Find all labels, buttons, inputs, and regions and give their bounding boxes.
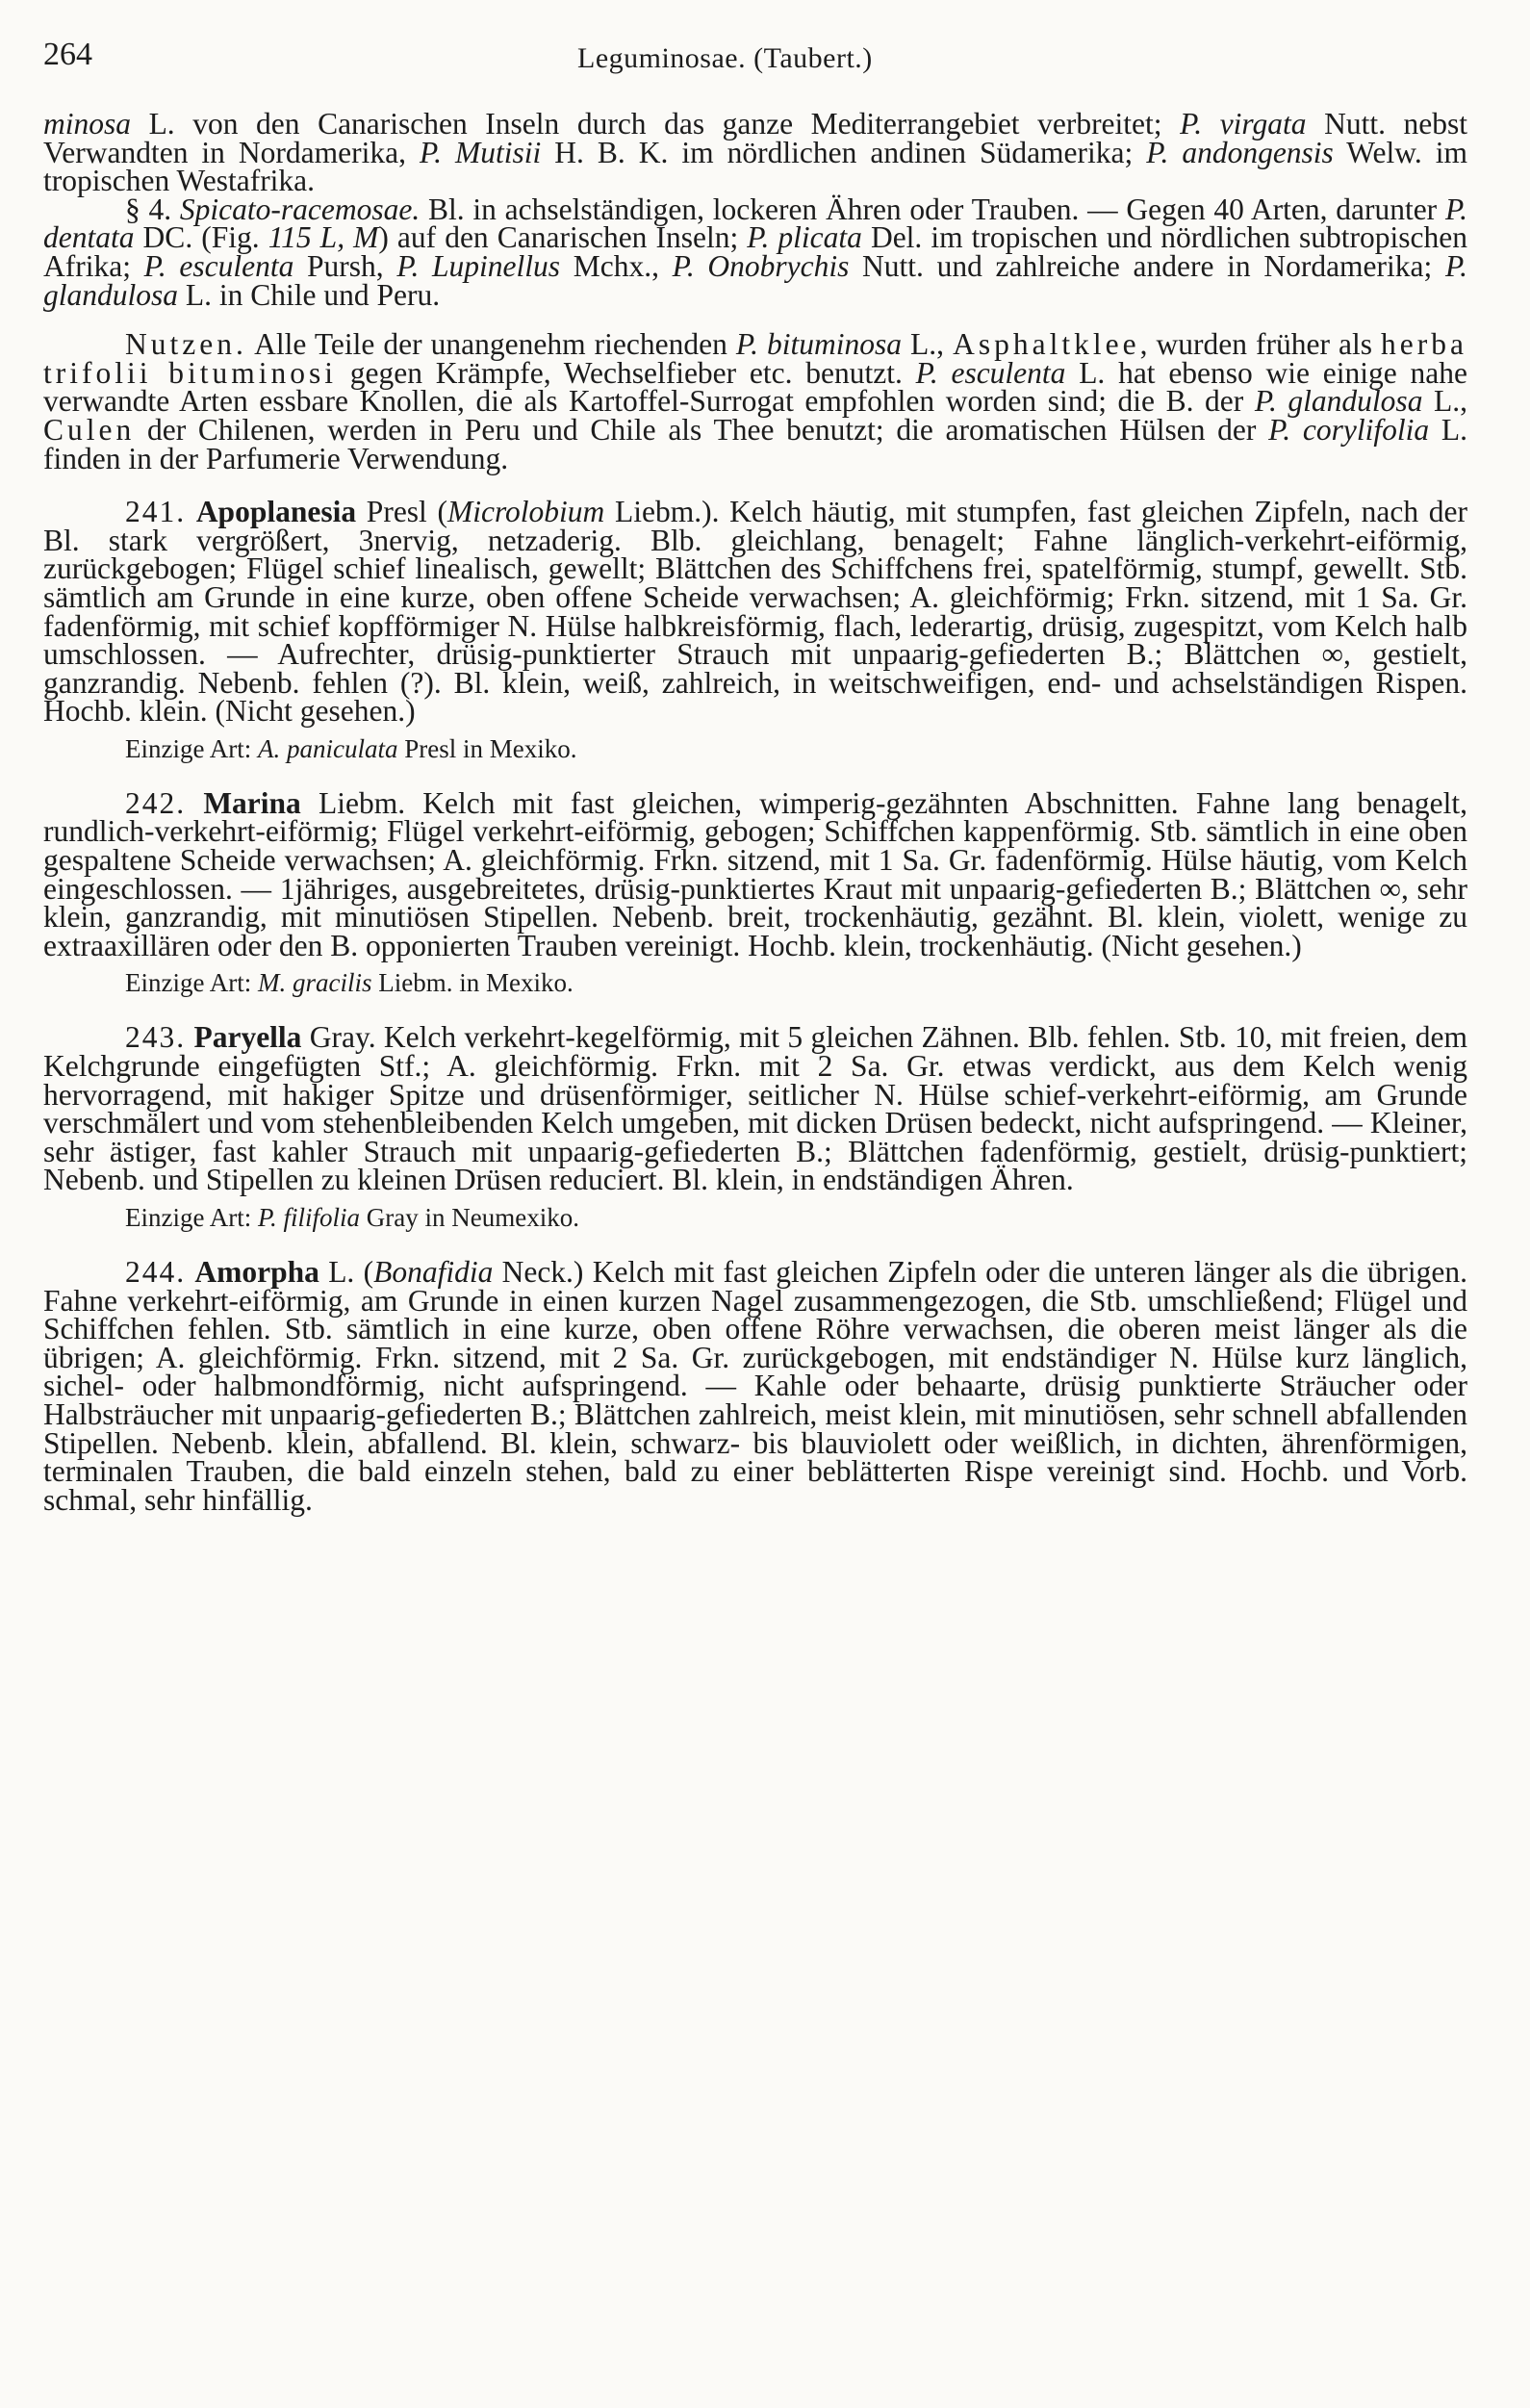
paragraph-section-spicato-racemosae: § 4. Spicato-racemosae. Bl. in achselständigen, lockeren Ähren oder Trauben. — Gegen 40 Arten, darunter P. dentata DC. (Fig. 115 L, M) auf den Canarischen Inseln; P. plicata Del. im tropischen und nördlichen subtropischen Afrika; P. esculenta Pursh, P. Lupinellus Mchx., P. Onobrychis Nutt. und zahlreiche andere in Nordamerika; P. glandulosa L. in Chile und Peru. [43, 192, 1467, 312]
running-title: Leguminosae. (Taubert.) [577, 42, 873, 74]
genus-apoplanesia: 241. Apoplanesia Presl (Microlobium Liebm.). Kelch häutig, mit stumpfen, fast gleichen Zipfeln, nach der Bl. stark vergrößert, 3nervig, netzaderig. Blb. gleichlang, benagelt; Fahne länglich-verkehrt-eiförmig, zurückgebogen; Flügel schief linealisch, gewellt; Blättchen des Schiffchens frei, spatelförmig, stumpf, gewellt. Stb. sämtlich am Grunde in eine kurze, oben offene Scheide verwachsen; A. gleichförmig; Frkn. sitzend, mit 1 Sa. Gr. fadenförmig, mit schief kopfförmiger N. Hülse halbkreisförmig, flach, lederartig, drüsig, zugespitzt, vom Kelch halb umschlossen. — Aufrechter, drüsig-punktierter Strauch mit unpaarig-gefiederten B.; Blättchen ∞, gestielt, ganzrandig. Nebenb. fehlen (?). Bl. klein, weiß, zahlreich, in weitschweifigen, end- und achselständigen Rispen. Hochb. klein. (Nicht gesehen.) [43, 495, 1467, 729]
page-body [43, 107, 1468, 1517]
page-number: 264 [43, 37, 92, 72]
paragraph-psoralea-continuation: minosa L. von den Canarischen Inseln durch das ganze Mediterrangebiet verbreitet; P. virgata Nutt. nebst Verwandten in Nordamerika, P. Mutisii H. B. K. im nördlichen andinen Südamerika; P. andongensis Welw. im tropischen Westafrika. [43, 107, 1468, 198]
genus-amorpha: 244. Amorpha L. (Bonafidia Neck.) Kelch mit fast gleichen Zipfeln oder die unteren länger als die übrigen. Fahne verkehrt-eiförmig, am Grunde in einen kurzen Nagel zusammengezogen, die Stb. umschließend; Flügel und Schiffchen fehlen. Stb. sämtlich in eine kurze, oben offene Röhre verwachsen, die oberen meist länger als die übrigen; A. gleichförmig. Frkn. sitzend, mit 2 Sa. Gr. zurückgebogen, mit endständiger N. Hülse kurz länglich, sichel- oder halbmondförmig, nicht aufspringend. — Kahle oder behaarte, drüsig punktierte Sträucher oder Halbsträucher mit unpaarig-gefiederten B.; Blättchen zahlreich, meist klein, mit minutiösen, sehr schnell abfallenden Stipellen. Nebenb. klein, abfallend. Bl. klein, schwarz- bis blauviolett oder weißlich, in dichten, ährenförmigen, terminalen Trauben, die bald einzeln stehen, bald zu einer beblätterten Rispe vereinigt sind. Hochb. und Vorb. schmal, sehr hinfällig. [43, 1255, 1468, 1517]
genus-paryella: 243. Paryella Gray. Kelch verkehrt-kegelförmig, mit 5 gleichen Zähnen. Blb. fehlen. Stb. 10, mit freien, dem Kelchgrunde eingefügten Stf.; A. gleichförmig. Frkn. mit 2 Sa. Gr. etwas verdickt, aus dem Kelch wenig hervorragend, mit hakiger Spitze und drüsenförmiger, seitlicher N. Hülse schief-verkehrt-eiförmig, am Grunde verschmälert und vom stehenbleibenden Kelch umgeben, mit dicken Drüsen bedeckt, nicht aufspringend. — Kleiner, sehr ästiger, fast kahler Strauch mit unpaarig-gefiederten B.; Blättchen fadenförmig, gestielt, drüsig-punktiert; Nebenb. und Stipellen zu kleinen Drüsen reduciert. Bl. klein, in endständigen Ähren. [43, 1020, 1468, 1197]
note-marina-species: Einzige Art: M. gracilis Liebm. in Mexiko. [125, 968, 574, 998]
running-head [43, 29, 1467, 87]
note-apoplanesia-species: Einzige Art: A. paniculata Presl in Mexiko. [125, 733, 577, 763]
genus-marina: 242. Marina Liebm. Kelch mit fast gleichen, wimperig-gezähnten Abschnitten. Fahne lang benagelt, rundlich-verkehrt-eiförmig; Flügel verkehrt-eiförmig, gebogen; Schiffchen kappenförmig. Stb. sämtlich in eine oben gespaltene Scheide verwachsen; A. gleichförmig. Frkn. sitzend, mit 1 Sa. Gr. fadenförmig. Hülse häutig, vom Kelch eingeschlossen. — 1jähriges, ausgebreitetes, drüsig-punktiertes Kraut mit unpaarig-gefiederten B.; Blättchen ∞, sehr klein, ganzrandig, mit minutiösen Stipellen. Nebenb. breit, trockenhäutig, gezähnt. Bl. klein, violett, wenige zu extraaxillären oder den B. opponierten Trauben vereinigt. Hochb. klein, trockenhäutig. (Nicht gesehen.) [43, 785, 1467, 962]
paragraph-nutzen: Nutzen. Alle Teile der unangenehm riechenden P. bituminosa L., Asphaltklee, wurden früher als herba trifolii bituminosi gegen Krämpfe, Wechselfieber etc. benutzt. P. esculenta L. hat ebenso wie einige nahe verwandte Arten essbare Knollen, die als Kartoffel-Surrogat empfohlen worden sind; die B. der P. glandulosa L., Culen der Chilenen, werden in Peru und Chile als Thee benutzt; die aromatischen Hülsen der P. corylifolia L. finden in der Parfumerie Verwendung. [43, 327, 1468, 475]
note-paryella-species: Einzige Art: P. filifolia Gray in Neumexiko. [125, 1203, 579, 1232]
